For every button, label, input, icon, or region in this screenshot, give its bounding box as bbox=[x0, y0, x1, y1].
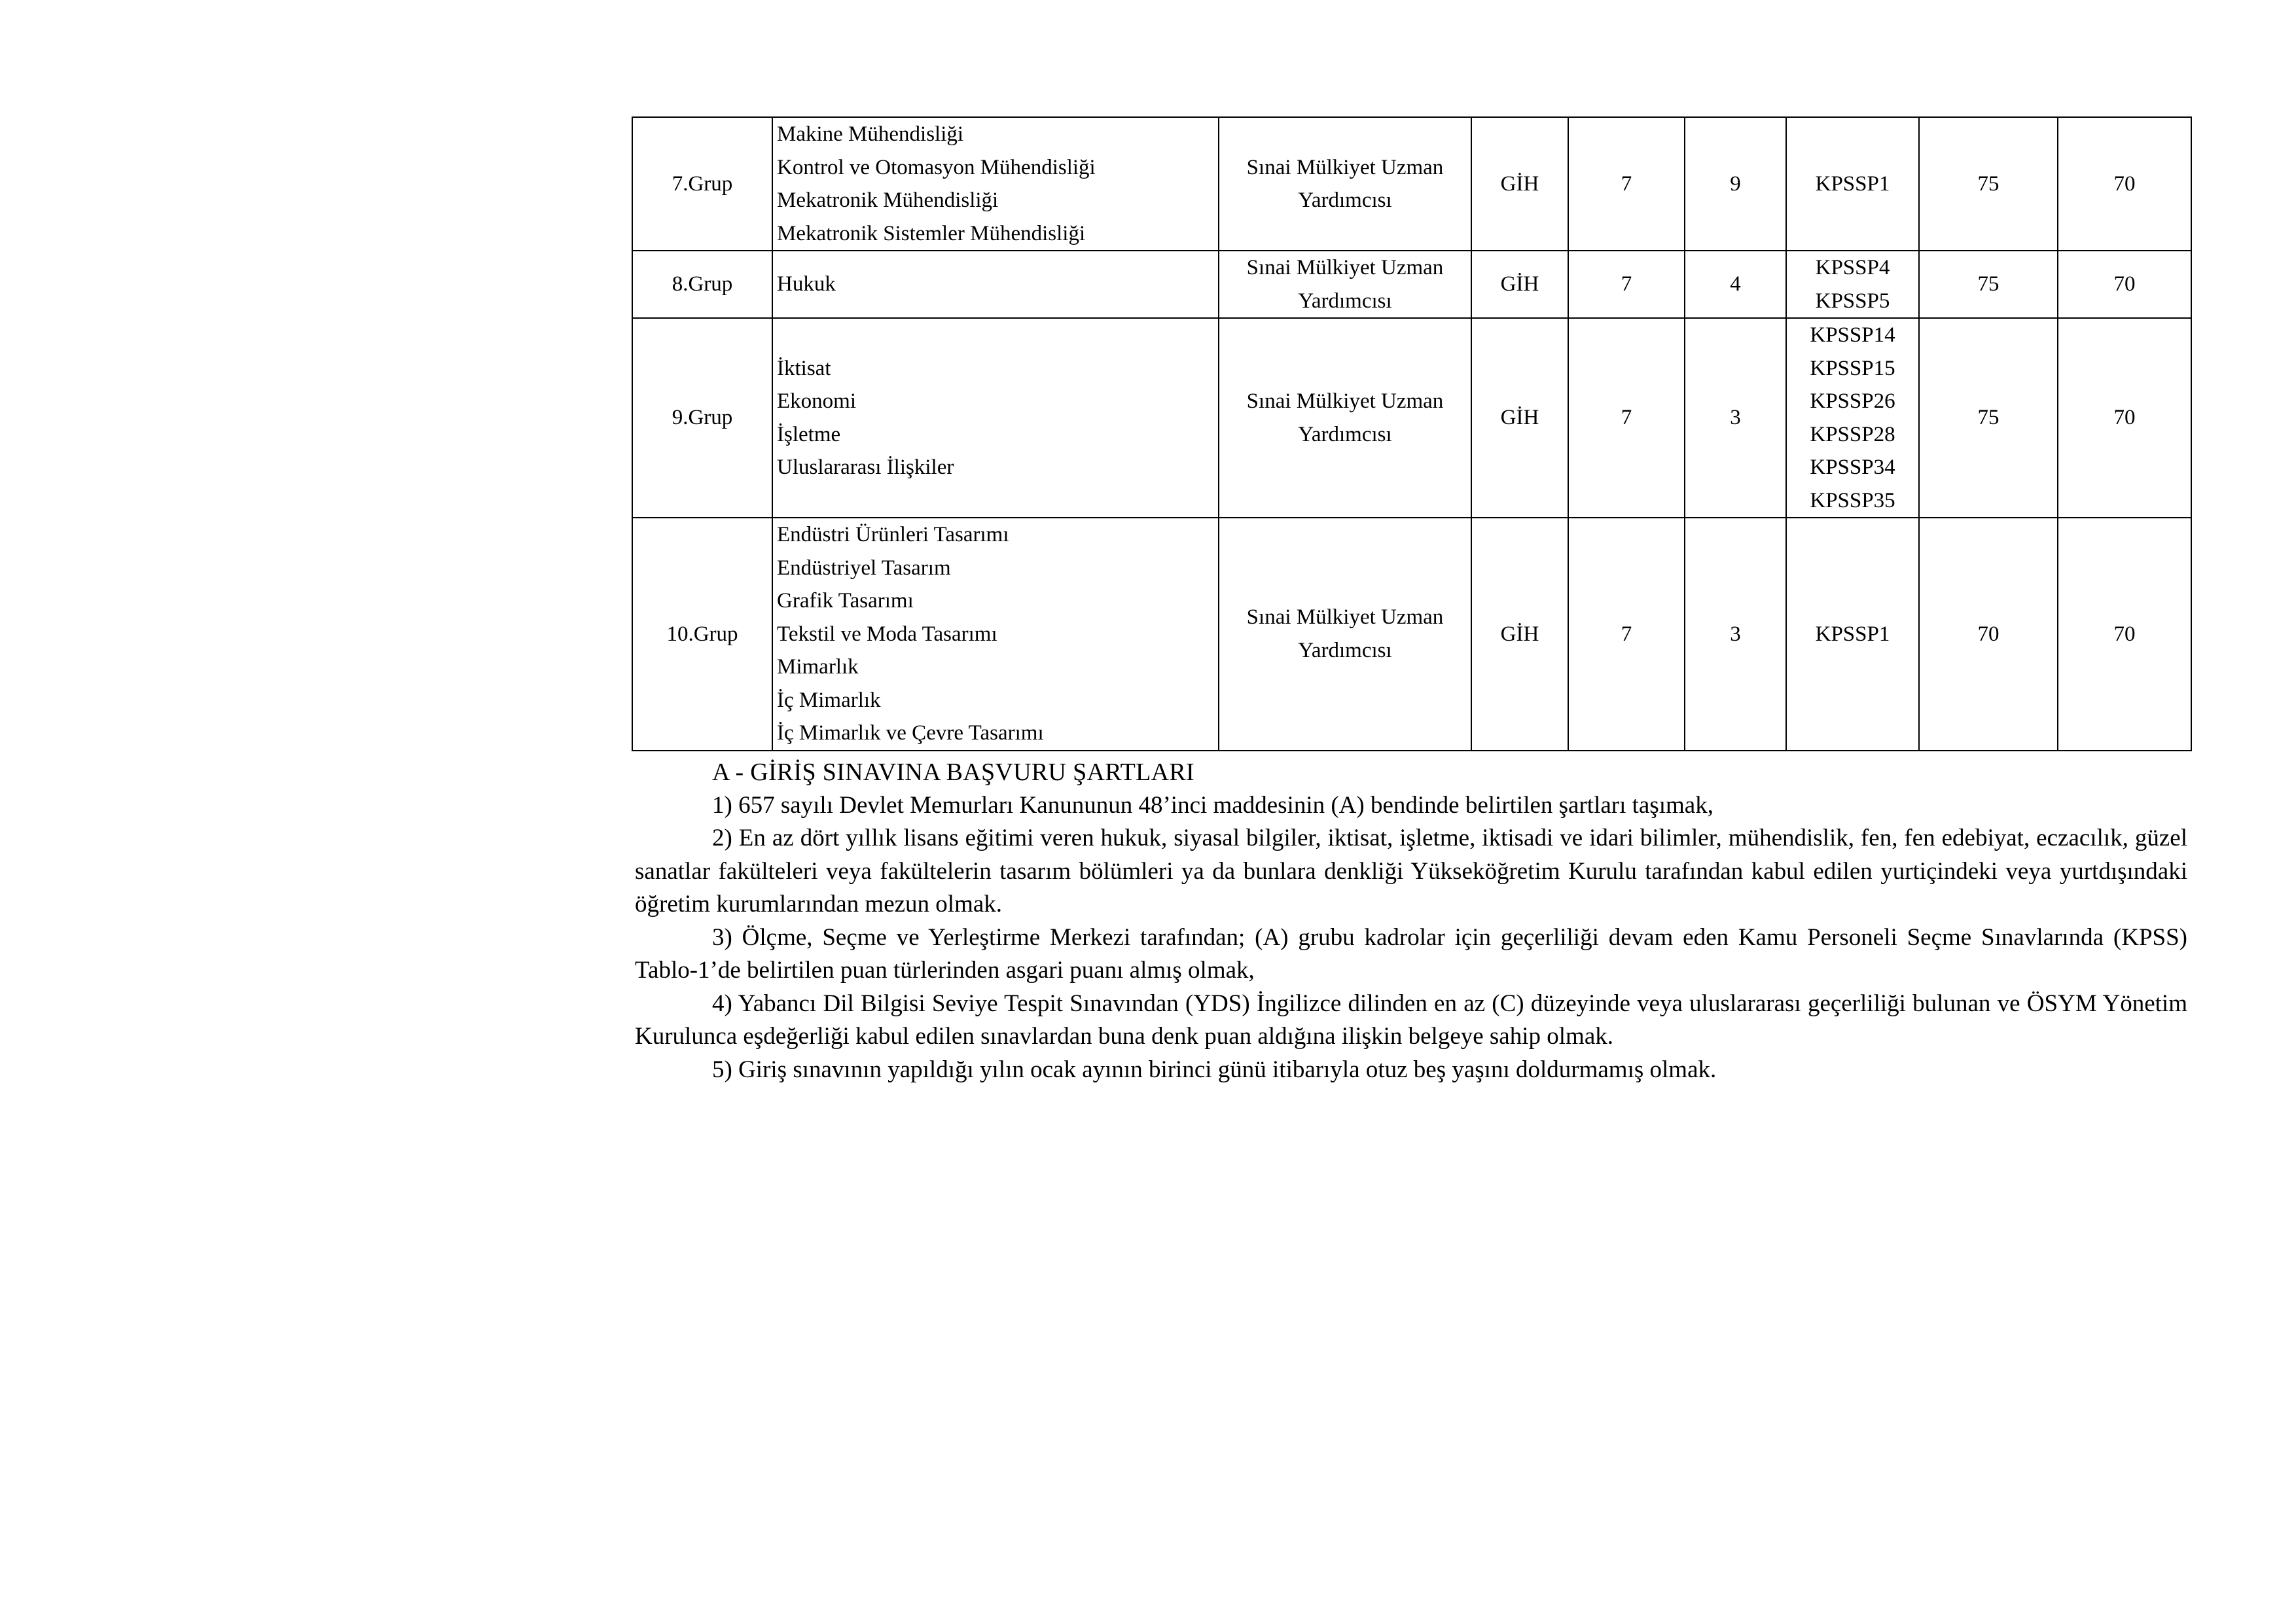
score-type-item: KPSSP35 bbox=[1810, 488, 1895, 512]
score-type-item: KPSSP1 bbox=[1815, 171, 1890, 196]
position-title-cell bbox=[1219, 117, 1471, 251]
min-score-cell: 75 bbox=[1919, 117, 2058, 251]
department-item: Makine Mühendisliği bbox=[777, 122, 964, 146]
position-title-cell bbox=[1219, 318, 1471, 518]
count-cell: 3 bbox=[1685, 518, 1786, 751]
department-item: Grafik Tasarımı bbox=[777, 589, 914, 613]
position-title-line: Yardımcısı bbox=[1298, 188, 1392, 212]
section-heading: A - GİRİŞ SINAVINA BAŞVURU ŞARTLARI bbox=[712, 758, 1194, 786]
yds-score-cell: 70 bbox=[2058, 518, 2191, 751]
count-cell: 9 bbox=[1685, 117, 1786, 251]
departments-cell bbox=[772, 117, 1219, 251]
min-score-cell: 70 bbox=[1919, 518, 2058, 751]
position-title-cell bbox=[1219, 518, 1471, 751]
score-type-item: KPSSP34 bbox=[1810, 455, 1895, 479]
department-item: Kontrol ve Otomasyon Mühendisliği bbox=[777, 155, 1096, 179]
department-item: Uluslararası İlişkiler bbox=[777, 455, 954, 479]
department-item: İktisat bbox=[777, 356, 831, 380]
group-cell: 10.Grup bbox=[632, 518, 772, 751]
score-type-cell bbox=[1786, 251, 1919, 318]
requirement-item: 1) 657 sayılı Devlet Memurları Kanununun 48’inci maddesinin (A) bendinde belirtilen şartları taşımak, bbox=[712, 791, 1713, 819]
position-title-line: Yardımcısı bbox=[1298, 422, 1392, 446]
position-title-cell bbox=[1219, 251, 1471, 318]
requirement-item: 4) Yabancı Dil Bilgisi Seviye Tespit Sınavından (YDS) İngilizce dilinden en az (C) düzeyinde veya uluslararası geçerliliği bulunan ve ÖSYM Yönetim Kurulunca eşdeğerliği kabul edilen sınavlardan buna denk puan aldığına ilişkin belgeye sahip olmak. bbox=[635, 990, 2187, 1050]
group-cell: 8.Grup bbox=[632, 251, 772, 318]
score-type-cell bbox=[1786, 117, 1919, 251]
table-row bbox=[632, 251, 2191, 318]
yds-score-cell: 70 bbox=[2058, 117, 2191, 251]
department-item: Mimarlık bbox=[777, 655, 859, 679]
score-type-item: KPSSP26 bbox=[1810, 389, 1895, 413]
min-score-cell: 75 bbox=[1919, 318, 2058, 518]
department-item: Hukuk bbox=[777, 272, 836, 296]
count-cell: 4 bbox=[1685, 251, 1786, 318]
score-type-item: KPSSP5 bbox=[1815, 289, 1890, 313]
department-item: İşletme bbox=[777, 422, 841, 446]
requirement-item: 5) Giriş sınavının yapıldığı yılın ocak ayının birinci günü itibarıyla otuz beş yaşını doldurmamış olmak. bbox=[712, 1056, 1717, 1083]
group-cell: 9.Grup bbox=[632, 318, 772, 518]
group-cell: 7.Grup bbox=[632, 117, 772, 251]
degree-cell: 7 bbox=[1568, 117, 1685, 251]
departments-cell bbox=[772, 251, 1219, 318]
score-type-item: KPSSP4 bbox=[1815, 256, 1890, 279]
departments-cell bbox=[772, 318, 1219, 518]
position-title-line: Yardımcısı bbox=[1298, 638, 1392, 662]
department-item: İç Mimarlık ve Çevre Tasarımı bbox=[777, 721, 1044, 745]
score-type-cell bbox=[1786, 318, 1919, 518]
position-title-line: Sınai Mülkiyet Uzman bbox=[1246, 389, 1444, 413]
position-title-line: Yardımcısı bbox=[1298, 289, 1392, 313]
degree-cell: 7 bbox=[1568, 318, 1685, 518]
min-score-cell: 75 bbox=[1919, 251, 2058, 318]
class-cell: GİH bbox=[1471, 518, 1568, 751]
positions-table bbox=[632, 116, 2192, 751]
requirement-item: 2) En az dört yıllık lisans eğitimi veren hukuk, siyasal bilgiler, iktisat, işletme, iktisadi ve idari bilimler, mühendislik, fen, fen edebiyat, eczacılık, güzel sanatlar fakülteleri veya fakültelerin tasarım bölümleri ya da bunlara denkliği Yükseköğretim Kurulu tarafından kabul edilen yurtiçindeki veya yurtdışındaki öğretim kurumlarından mezun olmak. bbox=[635, 825, 2187, 918]
class-cell: GİH bbox=[1471, 251, 1568, 318]
degree-cell: 7 bbox=[1568, 518, 1685, 751]
score-type-item: KPSSP14 bbox=[1810, 323, 1895, 347]
requirement-item: 3) Ölçme, Seçme ve Yerleştirme Merkezi tarafından; (A) grubu kadrolar için geçerliliği devam eden Kamu Personeli Seçme Sınavlarında (KPSS) Tablo-1’de belirtilen puan türlerinden asgari puanı almış olmak, bbox=[635, 923, 2187, 984]
table-row bbox=[632, 117, 2191, 251]
degree-cell: 7 bbox=[1568, 251, 1685, 318]
yds-score-cell: 70 bbox=[2058, 251, 2191, 318]
score-type-item: KPSSP15 bbox=[1810, 356, 1895, 380]
yds-score-cell: 70 bbox=[2058, 318, 2191, 518]
department-item: Tekstil ve Moda Tasarımı bbox=[777, 622, 997, 646]
departments-cell bbox=[772, 518, 1219, 751]
class-cell: GİH bbox=[1471, 318, 1568, 518]
score-type-item: KPSSP1 bbox=[1815, 622, 1890, 646]
class-cell: GİH bbox=[1471, 117, 1568, 251]
department-item: Mekatronik Sistemler Mühendisliği bbox=[777, 221, 1086, 245]
department-item: Endüstri Ürünleri Tasarımı bbox=[777, 523, 1009, 546]
table-row bbox=[632, 518, 2191, 751]
application-requirements-section bbox=[635, 756, 2187, 1086]
position-title-line: Sınai Mülkiyet Uzman bbox=[1246, 155, 1444, 179]
position-title-line: Sınai Mülkiyet Uzman bbox=[1246, 605, 1444, 630]
table-row bbox=[632, 318, 2191, 518]
score-type-cell bbox=[1786, 518, 1919, 751]
department-item: Ekonomi bbox=[777, 389, 856, 413]
department-item: İç Mimarlık bbox=[777, 688, 881, 712]
position-title-line: Sınai Mülkiyet Uzman bbox=[1246, 256, 1444, 279]
score-type-item: KPSSP28 bbox=[1810, 422, 1895, 446]
department-item: Endüstriyel Tasarım bbox=[777, 556, 951, 580]
department-item: Mekatronik Mühendisliği bbox=[777, 188, 999, 212]
count-cell: 3 bbox=[1685, 318, 1786, 518]
